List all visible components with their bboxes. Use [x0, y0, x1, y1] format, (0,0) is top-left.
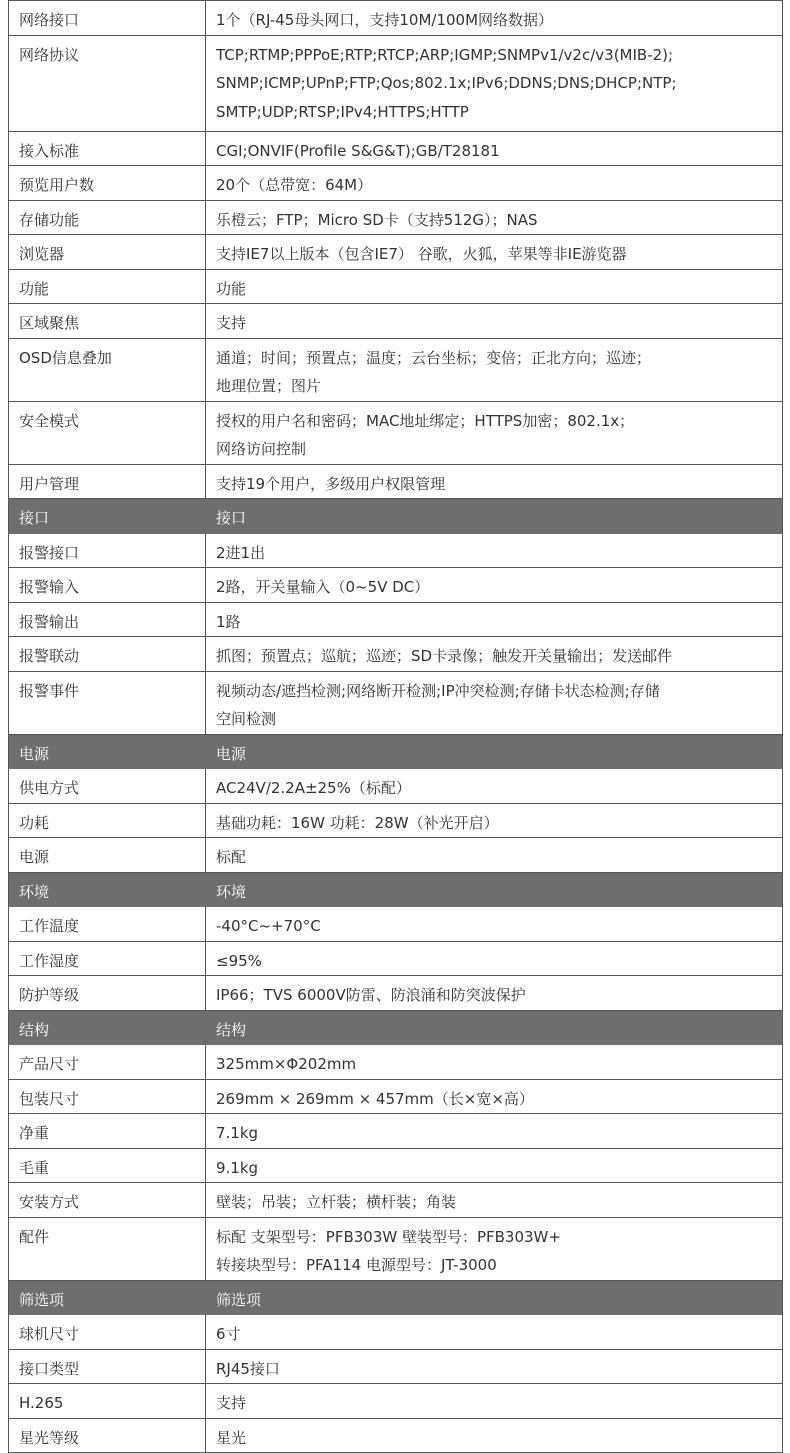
spec-value-line: 269mm × 269mm × 457mm（长×宽×高）	[216, 1089, 534, 1108]
spec-value	[206, 907, 783, 942]
spec-row	[9, 769, 783, 804]
spec-label: 功耗	[9, 803, 206, 838]
section-title-value	[206, 1010, 783, 1045]
spec-value-line: 乐橙云；FTP；Micro SD卡（支持512G）；NAS	[216, 210, 538, 229]
spec-row	[9, 568, 783, 603]
spec-value-line: 支持	[216, 314, 247, 332]
spec-row	[9, 269, 783, 304]
spec-label: 浏览器	[9, 235, 206, 270]
spec-label: 功能	[9, 269, 206, 304]
spec-value	[206, 637, 783, 672]
spec-value-line: 星光	[216, 1428, 247, 1447]
spec-value	[206, 838, 783, 873]
spec-value-line: 2路，开关量输入（0~5V DC）	[216, 578, 430, 596]
spec-value	[206, 1315, 783, 1350]
spec-value-line: 结构	[216, 1020, 247, 1039]
spec-row	[9, 907, 783, 942]
spec-row	[9, 941, 783, 976]
spec-value	[206, 1418, 783, 1453]
spec-value	[206, 166, 783, 201]
spec-label: 净重	[9, 1114, 206, 1149]
section-header-row	[9, 872, 783, 907]
spec-label: 报警事件	[9, 671, 206, 734]
spec-row	[9, 1217, 783, 1280]
spec-value-line: 支持19个用户，多级用户权限管理	[216, 474, 446, 493]
section-header-row	[9, 1010, 783, 1045]
spec-value	[206, 1, 783, 36]
spec-row	[9, 803, 783, 838]
spec-row	[9, 131, 783, 166]
spec-row	[9, 1183, 783, 1218]
spec-value	[206, 1384, 783, 1419]
spec-label: 网络接口	[9, 1, 206, 36]
spec-value	[206, 1217, 783, 1280]
spec-row	[9, 602, 783, 637]
section-title: 接口	[9, 499, 206, 534]
spec-value	[206, 568, 783, 603]
spec-label: 防护等级	[9, 976, 206, 1011]
spec-value-line: 325mm×Φ202mm	[216, 1055, 357, 1073]
spec-value-line: 通道；时间；预置点；温度；云台坐标；变倍；正北方向；巡迹；	[216, 348, 652, 367]
spec-value-line: 标配	[216, 848, 247, 866]
spec-value-line: SMTP;UDP;RTSP;IPv4;HTTPS;HTTP	[216, 102, 469, 121]
section-header-row	[9, 499, 783, 534]
spec-label: 接入标准	[9, 131, 206, 166]
spec-value	[206, 304, 783, 339]
section-title: 结构	[9, 1010, 206, 1045]
spec-value-line: 环境	[216, 882, 247, 901]
spec-row	[9, 976, 783, 1011]
section-title: 环境	[9, 872, 206, 907]
spec-value	[206, 1045, 783, 1080]
spec-row	[9, 1384, 783, 1419]
spec-label: 报警联动	[9, 637, 206, 672]
spec-row	[9, 401, 783, 464]
spec-value	[206, 1183, 783, 1218]
spec-value	[206, 1114, 783, 1149]
spec-label: 供电方式	[9, 769, 206, 804]
spec-value-line: 2进1出	[216, 543, 266, 562]
spec-row	[9, 304, 783, 339]
section-title-value	[206, 499, 783, 534]
spec-value-line: 视频动态/遮挡检测;网络断开检测;IP冲突检测;存储卡状态检测;存储	[216, 681, 660, 700]
spec-value	[206, 671, 783, 734]
spec-row	[9, 1349, 783, 1384]
spec-value	[206, 269, 783, 304]
spec-value-line: 电源	[216, 744, 247, 763]
spec-value-line: CGI;ONVIF(Profile S&G&T);GB/T28181	[216, 141, 500, 160]
spec-value-line: 功能	[216, 279, 247, 298]
spec-value-line: 接口	[216, 509, 247, 527]
spec-label: 报警输出	[9, 602, 206, 637]
spec-row	[9, 464, 783, 499]
spec-label: 用户管理	[9, 464, 206, 499]
spec-value-line: 1路	[216, 612, 241, 631]
spec-value-line: 空间检测	[216, 710, 277, 728]
spec-row	[9, 200, 783, 235]
spec-value-line: -40°C~+70°C	[216, 917, 321, 935]
spec-label: 产品尺寸	[9, 1045, 206, 1080]
spec-row	[9, 838, 783, 873]
spec-label: 报警输入	[9, 568, 206, 603]
spec-value	[206, 235, 783, 270]
spec-label: 区域聚焦	[9, 304, 206, 339]
spec-row	[9, 235, 783, 270]
spec-label: H.265	[9, 1384, 206, 1419]
spec-row	[9, 338, 783, 401]
spec-value	[206, 976, 783, 1011]
spec-value-line: 网络访问控制	[216, 440, 307, 458]
spec-label: 存储功能	[9, 200, 206, 235]
spec-label: 工作湿度	[9, 941, 206, 976]
spec-value	[206, 464, 783, 499]
spec-row	[9, 166, 783, 201]
spec-value-line: 壁装；吊装；立杆装；横杆装；角装	[216, 1193, 457, 1211]
spec-value-line: 授权的用户名和密码；MAC地址绑定；HTTPS加密；802.1x；	[216, 411, 635, 430]
spec-value-line: 1个（RJ-45母头网口，支持10M/100M网络数据）	[216, 11, 554, 29]
spec-label: 安全模式	[9, 401, 206, 464]
spec-label: OSD信息叠加	[9, 338, 206, 401]
spec-value-line: 6寸	[216, 1325, 241, 1343]
spec-value-line: 支持	[216, 1394, 247, 1412]
spec-value-line: 标配 支架型号：PFB303W 壁装型号：PFB303W+	[216, 1227, 561, 1246]
spec-value	[206, 941, 783, 976]
spec-value	[206, 200, 783, 235]
spec-value	[206, 602, 783, 637]
spec-row	[9, 1148, 783, 1183]
spec-value-line: ≤95%	[216, 951, 262, 970]
spec-label: 星光等级	[9, 1418, 206, 1453]
spec-row	[9, 637, 783, 672]
spec-row	[9, 533, 783, 568]
spec-table	[8, 0, 783, 1453]
spec-value-line: 地理位置；图片	[216, 377, 322, 395]
section-title: 电源	[9, 734, 206, 769]
spec-row	[9, 1079, 783, 1114]
section-header-row	[9, 734, 783, 769]
spec-label: 报警接口	[9, 533, 206, 568]
spec-value	[206, 131, 783, 166]
spec-label: 网络协议	[9, 35, 206, 131]
spec-row	[9, 1045, 783, 1080]
spec-value	[206, 533, 783, 568]
spec-label: 电源	[9, 838, 206, 873]
spec-value	[206, 1148, 783, 1183]
spec-label: 工作温度	[9, 907, 206, 942]
spec-label: 安装方式	[9, 1183, 206, 1218]
spec-row	[9, 1114, 783, 1149]
spec-label: 球机尺寸	[9, 1315, 206, 1350]
spec-value	[206, 35, 783, 131]
spec-value-line: 支持IE7以上版本（包含IE7） 谷歌，火狐，苹果等非IE游览器	[216, 245, 627, 263]
spec-label: 预览用户数	[9, 166, 206, 201]
spec-value-line: AC24V/2.2A±25%（标配）	[216, 779, 411, 797]
section-title-value	[206, 872, 783, 907]
spec-value-line: 转接块型号：PFA114 电源型号：JT-3000	[216, 1256, 497, 1274]
spec-value	[206, 803, 783, 838]
section-title: 筛选项	[9, 1280, 206, 1315]
spec-row	[9, 35, 783, 131]
spec-value-line: TCP;RTMP;PPPoE;RTP;RTCP;ARP;IGMP;SNMPv1/v2c/v3(MIB-2);	[216, 45, 674, 64]
spec-row	[9, 1418, 783, 1453]
spec-label: 接口类型	[9, 1349, 206, 1384]
spec-value	[206, 1079, 783, 1114]
spec-value-line: 抓图；预置点；巡航；巡迹；SD卡录像；触发开关量输出；发送邮件	[216, 647, 673, 665]
spec-value-line: RJ45接口	[216, 1359, 280, 1378]
spec-row	[9, 1, 783, 36]
spec-value-line: IP66；TVS 6000V防雷、防浪涌和防突波保护	[216, 986, 526, 1004]
spec-value-line: 筛选项	[216, 1290, 262, 1309]
section-title-value	[206, 1280, 783, 1315]
spec-row	[9, 671, 783, 734]
spec-value-line: 7.1kg	[216, 1124, 259, 1142]
spec-value	[206, 401, 783, 464]
spec-value-line: SNMP;ICMP;UPnP;FTP;Qos;802.1x;IPv6;DDNS;DNS;DHCP;NTP;	[216, 74, 677, 92]
section-title-value	[206, 734, 783, 769]
spec-value	[206, 1349, 783, 1384]
spec-value-line: 基础功耗：16W 功耗：28W（补光开启）	[216, 813, 499, 832]
spec-value-line: 20个（总带宽：64M）	[216, 176, 373, 194]
spec-row	[9, 1315, 783, 1350]
spec-label: 配件	[9, 1217, 206, 1280]
spec-value	[206, 769, 783, 804]
spec-label: 包装尺寸	[9, 1079, 206, 1114]
section-header-row	[9, 1280, 783, 1315]
spec-value	[206, 338, 783, 401]
spec-table-body	[9, 1, 783, 1453]
spec-value-line: 9.1kg	[216, 1158, 259, 1177]
spec-label: 毛重	[9, 1148, 206, 1183]
